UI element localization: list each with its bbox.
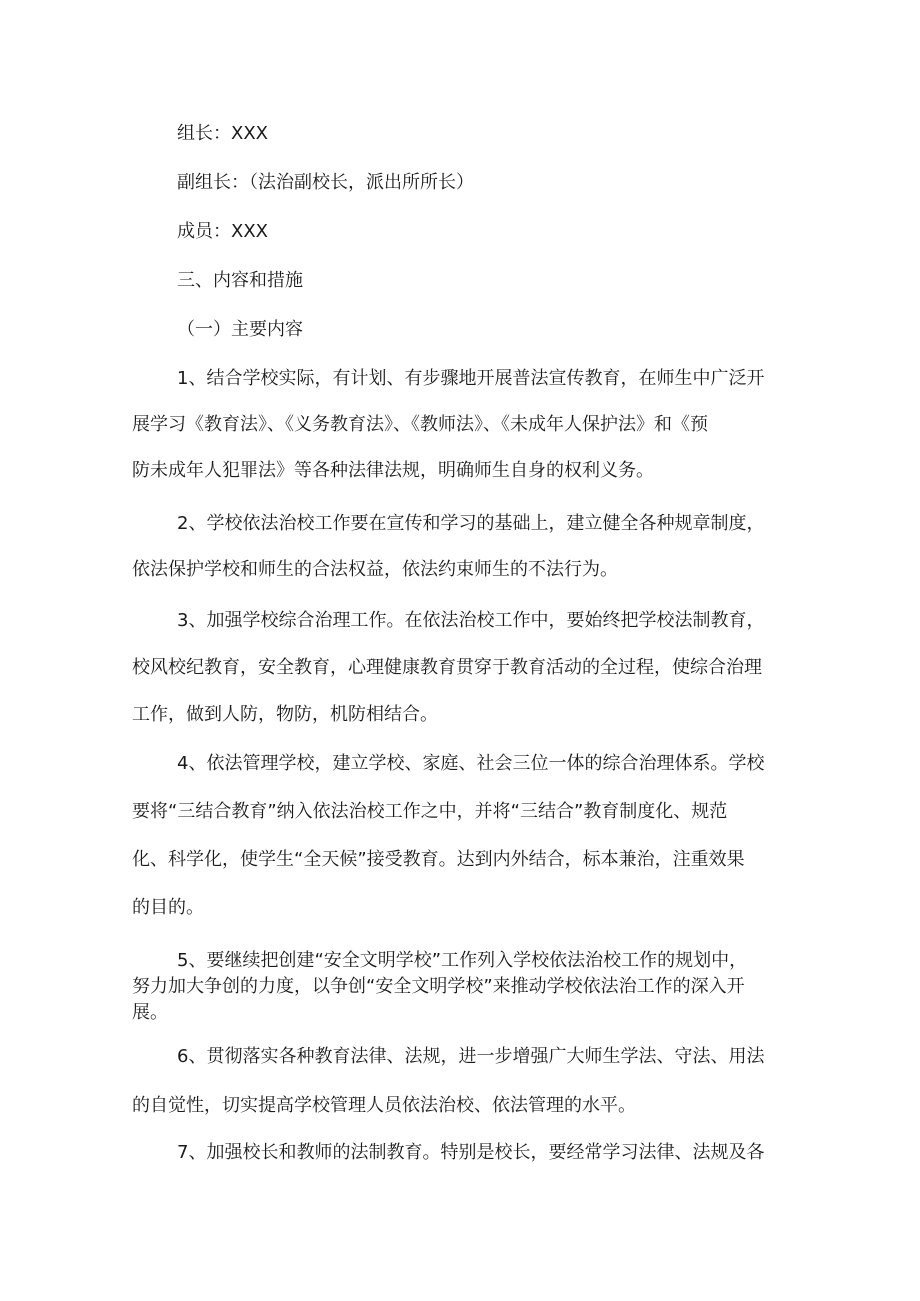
paragraph-3-line-3: 工作，做到人防，物防，机防相结合。 [132, 704, 438, 725]
paragraph-4-line-1: 4、依法管理学校，建立学校、家庭、社会三位一体的综合治理体系。学校 [177, 753, 765, 774]
paragraph-1-line-3: 防未成年人犯罪法》等各种法律法规，明确师生自身的权利义务。 [132, 460, 654, 481]
paragraph-2-line-2: 依法保护学校和师生的合法权益，依法约束师生的不法行为。 [132, 559, 618, 580]
section-subtitle: （一）主要内容 [177, 319, 303, 340]
members-line: 成员：XXX [177, 221, 268, 242]
paragraph-5-line-3: 展。 [132, 1002, 168, 1023]
paragraph-4-line-2: 要将“三结合教育”纳入依法治校工作之中，并将“三结合”教育制度化、规范 [132, 801, 728, 822]
paragraph-7-line-1: 7、加强校长和教师的法制教育。特别是校长，要经常学习法律、法规及各 [177, 1142, 765, 1163]
paragraph-6-line-2: 的自觉性，切实提高学校管理人员依法治校、依法管理的水平。 [132, 1095, 636, 1116]
leader-line: 组长：XXX [177, 123, 268, 144]
paragraph-5-line-1: 5、要继续把创建“安全文明学校”工作列入学校依法治校工作的规划中， [177, 950, 748, 971]
paragraph-1-line-1: 1、结合学校实际，有计划、有步骤地开展普法宣传教育，在师生中广泛开 [177, 368, 765, 389]
paragraph-3-line-1: 3、加强学校综合治理工作。在依法治校工作中，要始终把学校法制教育， [177, 610, 765, 631]
section-title: 三、内容和措施 [177, 270, 303, 291]
paragraph-2-line-1: 2、学校依法治校工作要在宣传和学习的基础上，建立健全各种规章制度， [177, 513, 765, 534]
paragraph-4-line-3: 化、科学化，使学生“全天候”接受教育。达到内外结合，标本兼治，注重效果 [132, 849, 745, 870]
paragraph-3-line-2: 校风校纪教育，安全教育，心理健康教育贯穿于教育活动的全过程，使综合治理 [132, 657, 762, 678]
paragraph-4-line-4: 的目的。 [132, 897, 204, 918]
deputy-leader-line: 副组长：（法治副校长，派出所所长） [177, 172, 474, 193]
paragraph-1-line-2: 展学习《教育法》、《义务教育法》、《教师法》、《未成年人保护法》和《预 [132, 414, 708, 435]
paragraph-6-line-1: 6、贯彻落实各种教育法律、法规，进一步增强广大师生学法、守法、用法 [177, 1046, 765, 1067]
paragraph-5-line-2: 努力加大争创的力度，以争创“安全文明学校”来推动学校依法治工作的深入开 [132, 976, 745, 997]
